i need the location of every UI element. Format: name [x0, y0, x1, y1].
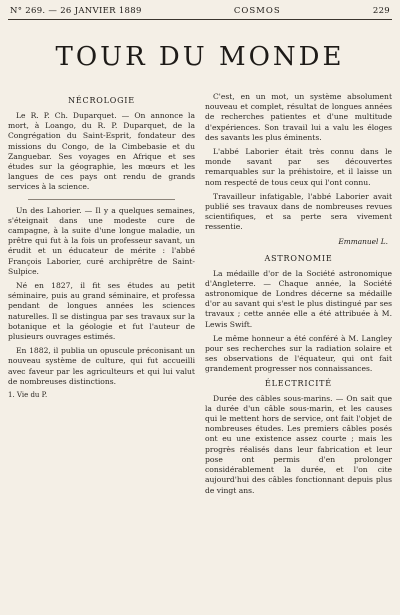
page-title: TOUR DU MONDE — [55, 42, 345, 72]
author-signature: Emmanuel L. — [338, 236, 388, 246]
right-column — [205, 92, 392, 500]
issue-date: N° 269. — 26 JANVIER 1889 — [10, 6, 142, 16]
paragraph: Durée des câbles sous-marins. — On sait que la durée d'un câble sous-marin, et les causes qui le mettent hors de service, ont fait l'objet de nombreuses études. Les premiers câbles posés ont eu une existence assez courte ; mais les progrès réalisés dans leur fabrication et leur pose ont permis d'en prolonger considérablement la durée, et l'on cite aujourd'hui des câbles fonctionnant depuis plus de vingt ans. — [205, 393, 392, 495]
paragraph: C'est, en un mot, un système absolument nouveau et complet, résultat de longues années de recherches patientes et d'une multitude d'expériences. Son travail lui a valu les éloges des savants les plus éminents. — [205, 92, 392, 142]
journal-name: COSMOS — [233, 6, 281, 16]
paragraph: En 1882, il publia un opuscule préconisant un nouveau système de culture, qui fut accueilli avec faveur par les agriculteurs et qui lui valut de nombreuses distinctions. — [8, 346, 195, 386]
divider — [28, 199, 175, 200]
left-column — [8, 92, 195, 500]
paragraph: Travailleur infatigable, l'abbé Laborier avait publié ses travaux dans de nombreuses revues scientifiques, et sa perte sera vivement ressentie. — [205, 191, 392, 232]
paragraph: La médaille d'or de la Société astronomique d'Angleterre. — Chaque année, la Société astronomique de Londres décerne sa médaille d'or au savant qui s'est le plus distingué par ses travaux ; cette année elle a été attribuée à M. Lewis Swift. — [205, 268, 392, 329]
section-heading-necrologie: NÉCROLOGIE — [68, 96, 135, 105]
paragraph: Un des Lahorier. — Il y a quelques semaines, s'éteignait dans une modeste cure de campagne, à la suite d'une longue maladie, un prêtre qui fut à la fois un professeur savant, un érudit et un éducateur de mérite : l'abbé François Laborier, curé archiprêtre de Saint-Sulpice. — [8, 205, 195, 276]
article-columns — [8, 92, 392, 500]
paragraph: Né en 1827, il fit ses études au petit séminaire, puis au grand séminaire, et professa pendant de longues années les sciences naturelles. Il se distingua par ses travaux sur la botanique et la géologie et fut l'auteur de plusieurs ouvrages estimés. — [8, 281, 195, 342]
paragraph: Le même honneur a été conféré à M. Langley pour ses recherches sur la radiation solaire et ses observations de l'équateur, qui ont fait grandement progresser nos connaissances. — [205, 333, 392, 374]
section-heading-electricite: ÉLECTRICITÉ — [265, 378, 332, 388]
paragraph: L'abbé Laborier était très connu dans le monde savant par ses découvertes remarquables sur la préhistoire, et il laisse un nom respecté de tous ceux qui l'ont connu. — [205, 147, 392, 187]
running-header — [8, 4, 392, 20]
footnote: 1. Vie du P. — [8, 391, 48, 400]
paragraph: Le R. P. Ch. Duparquet. — On annonce la mort, à Loango, du R. P. Duparquet, de la Congrégation du Saint-Esprit, fondateur des missions du Congo, de la Cimbebasie et du Zanguebar. Ses voyages en Afrique et ses études sur la géographie, les mœurs et les langues de ces pays ont rendu de grands services à la science. — [8, 111, 195, 192]
section-heading-astronomie: ASTRONOMIE — [264, 253, 333, 263]
page-number: 229 — [372, 6, 390, 16]
